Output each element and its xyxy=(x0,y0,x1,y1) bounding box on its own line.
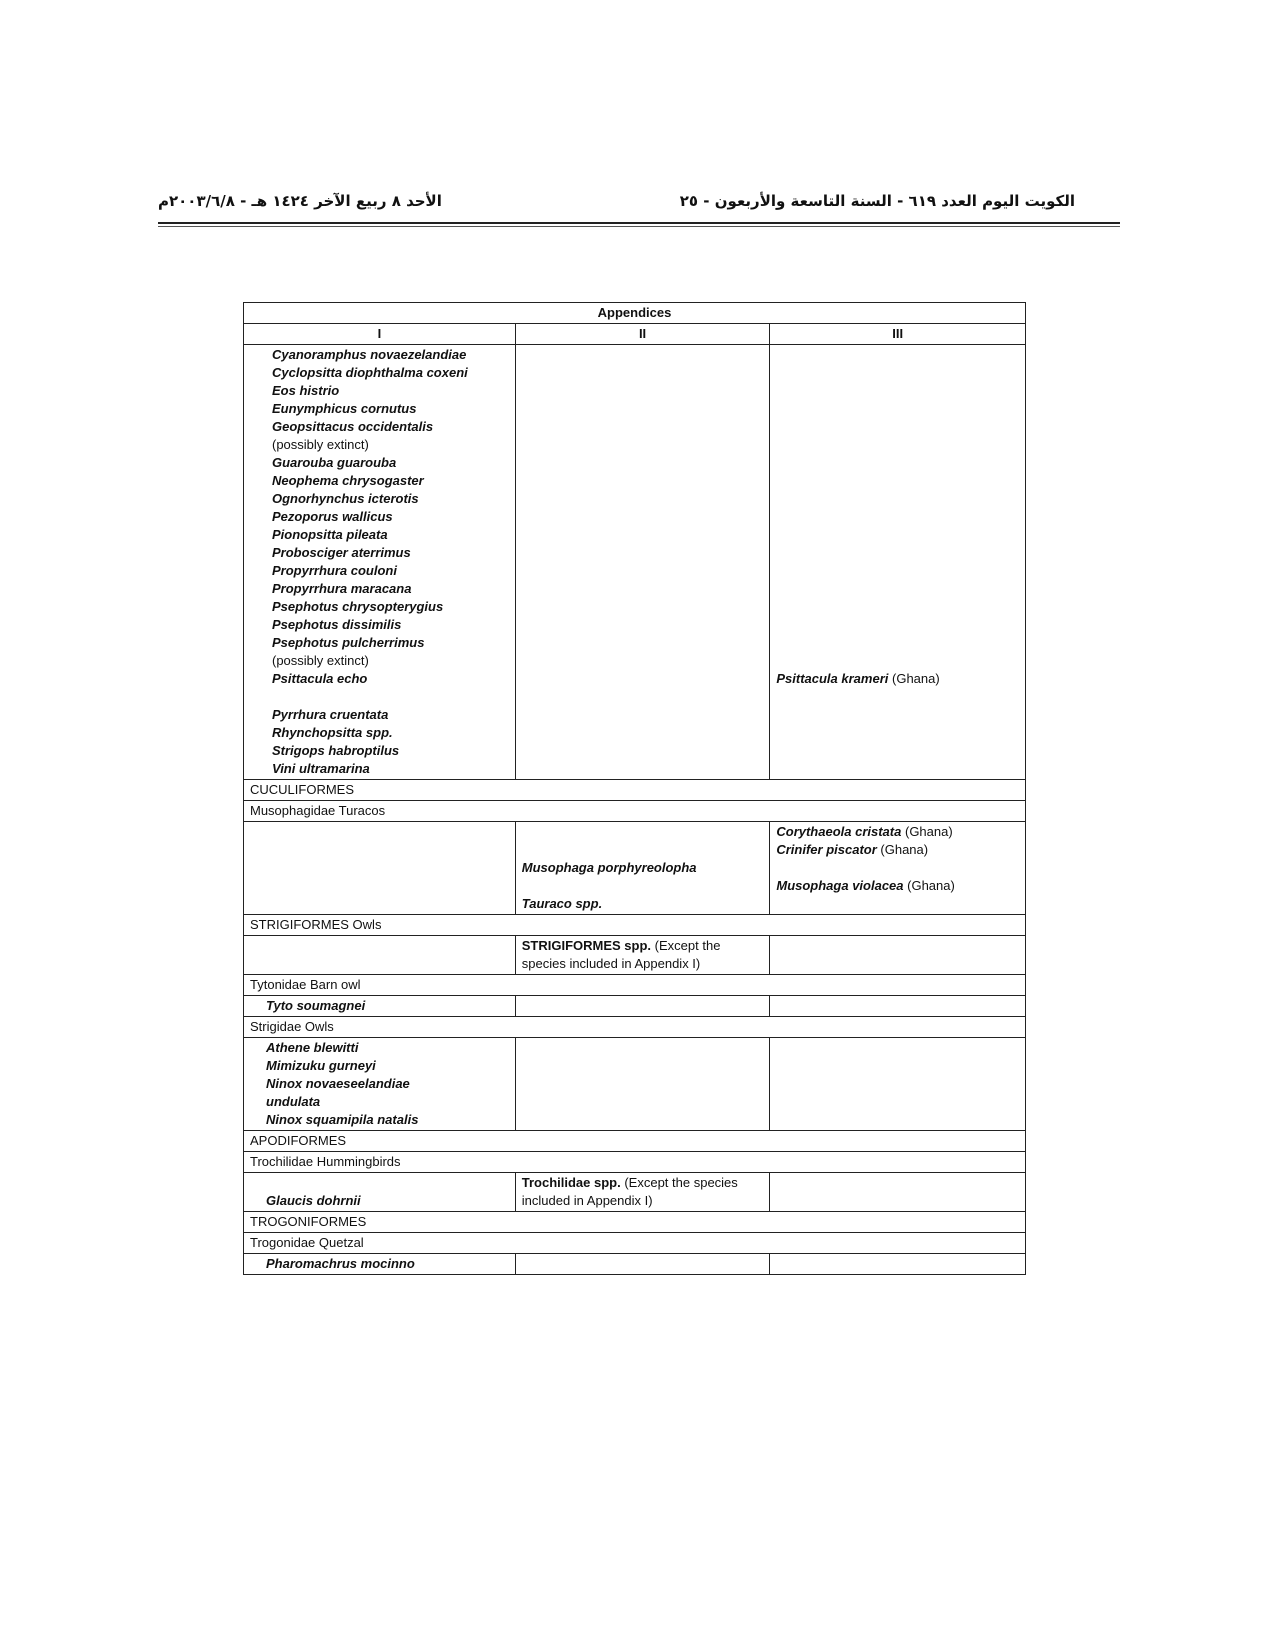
species-name: Glaucis dohrnii xyxy=(266,1193,361,1208)
table-title: Appendices xyxy=(244,303,1026,324)
species-name: Mimizuku gurneyi xyxy=(266,1058,376,1073)
strigidae-appendix-2-cell xyxy=(515,1038,770,1131)
species-name: Musophaga violacea xyxy=(776,878,904,893)
spacer xyxy=(522,877,764,895)
col-label-appendix-1: I xyxy=(244,324,516,345)
turaco-appendix-1-cell xyxy=(244,822,516,915)
header-publication-info: الكويت اليوم العدد ٦١٩ - السنة التاسعة والأربعون - ٢٥ xyxy=(679,192,1075,210)
parrots-appendix-1-cell xyxy=(244,345,516,780)
table-row xyxy=(244,1038,1026,1131)
species-name: Psittacula krameri xyxy=(776,671,889,686)
species-name: Propyrrhura couloni xyxy=(272,563,397,578)
family-heading: Strigidae Owls xyxy=(244,1017,1026,1038)
owls-appendix-1-cell xyxy=(244,936,516,975)
order-heading: APODIFORMES xyxy=(244,1131,1026,1152)
spacer xyxy=(522,841,764,859)
owls-appendix-3-cell xyxy=(770,936,1026,975)
possibly-extinct-note: (possibly extinct) xyxy=(272,437,369,452)
spacer xyxy=(272,688,509,706)
column-labels-row xyxy=(244,324,1026,345)
table-row xyxy=(244,801,1026,822)
quetzal-appendix-1-cell xyxy=(244,1254,516,1275)
species-entry xyxy=(776,877,1019,895)
species-entry xyxy=(776,823,1019,841)
species-name: Eos histrio xyxy=(272,383,340,398)
table-row xyxy=(244,1233,1026,1254)
species-name: Propyrrhura maracana xyxy=(272,581,412,596)
family-heading: Musophagidae Turacos xyxy=(244,801,1026,822)
quetzal-appendix-3-cell xyxy=(770,1254,1026,1275)
species-name: Psittacula echo xyxy=(272,671,368,686)
species-name: Psephotus chrysopterygius xyxy=(272,599,444,614)
table-row xyxy=(244,996,1026,1017)
species-entry xyxy=(776,670,1019,688)
table-row xyxy=(244,780,1026,801)
table-row xyxy=(244,915,1026,936)
hummingbird-appendix-2-cell xyxy=(515,1173,770,1212)
order-heading: STRIGIFORMES Owls xyxy=(244,915,1026,936)
barn-owl-appendix-1-cell xyxy=(244,996,516,1017)
species-name: Crinifer piscator xyxy=(776,842,877,857)
table-row xyxy=(244,936,1026,975)
species-name: Geopsittacus occidentalis xyxy=(272,419,434,434)
species-name: Neophema chrysogaster xyxy=(272,473,424,488)
owls-appendix-2-cell xyxy=(515,936,770,975)
table-row xyxy=(244,345,1026,780)
table-row xyxy=(244,1152,1026,1173)
order-heading: TROGONIFORMES xyxy=(244,1212,1026,1233)
turaco-appendix-2-cell xyxy=(515,822,770,915)
species-name: Ninox novaeseelandiae undulata xyxy=(266,1076,410,1109)
parrots-appendix-2-cell xyxy=(515,345,770,780)
hummingbird-appendix-1-cell xyxy=(244,1173,516,1212)
exception-note: (Except the species included in Appendix I) xyxy=(521,938,721,971)
table-row xyxy=(244,1173,1026,1212)
family-heading: Trogonidae Quetzal xyxy=(244,1233,1026,1254)
species-name: Athene blewitti xyxy=(266,1040,359,1055)
species-name: Pyrrhura cruentata xyxy=(272,707,389,722)
taxon-name: Trochilidae spp. xyxy=(521,1175,621,1190)
taxon-name: STRIGIFORMES spp. xyxy=(521,938,652,953)
species-name: Musophaga porphyreolopha xyxy=(521,860,697,875)
country-note: (Ghana) xyxy=(880,842,929,857)
strigidae-appendix-1-cell xyxy=(244,1038,516,1131)
table-row xyxy=(244,1254,1026,1275)
species-name: Tyto soumagnei xyxy=(266,998,366,1013)
col-label-appendix-3: III xyxy=(770,324,1026,345)
table-row xyxy=(244,1212,1026,1233)
species-name: Pionopsitta pileata xyxy=(272,527,388,542)
turaco-appendix-3-cell xyxy=(770,822,1026,915)
barn-owl-appendix-3-cell xyxy=(770,996,1026,1017)
country-note: (Ghana) xyxy=(892,671,940,686)
spacer xyxy=(776,346,1019,670)
species-entry xyxy=(776,841,1019,859)
species-name: Tauraco spp. xyxy=(521,896,603,911)
strigidae-appendix-3-cell xyxy=(770,1038,1026,1131)
header-rule-thin xyxy=(158,226,1120,227)
species-name: Pezoporus wallicus xyxy=(272,509,393,524)
species-name: Eunymphicus cornutus xyxy=(272,401,417,416)
table-row xyxy=(244,1017,1026,1038)
family-heading: Trochilidae Hummingbirds xyxy=(244,1152,1026,1173)
spacer xyxy=(776,859,1019,877)
spacer xyxy=(266,1174,509,1192)
country-note: (Ghana) xyxy=(904,824,953,839)
family-heading: Tytonidae Barn owl xyxy=(244,975,1026,996)
species-name: Psephotus dissimilis xyxy=(272,617,402,632)
header-date: الأحد ٨ ربيع الآخر ١٤٢٤ هـ - ٢٠٠٣/٦/٨م xyxy=(158,192,442,210)
species-name: Rhynchopsitta spp. xyxy=(272,725,393,740)
species-name: Probosciger aterrimus xyxy=(272,545,411,560)
order-heading: CUCULIFORMES xyxy=(244,780,1026,801)
exception-note: (Except the species included in Appendix I) xyxy=(521,1175,738,1208)
species-name: Corythaeola cristata xyxy=(776,824,902,839)
species-name: Strigops habroptilus xyxy=(272,743,400,758)
spacer xyxy=(522,823,764,841)
species-name: Cyanoramphus novaezelandiae xyxy=(272,347,467,362)
quetzal-appendix-2-cell xyxy=(515,1254,770,1275)
header-rule xyxy=(158,222,1120,224)
species-name: Ognorhynchus icterotis xyxy=(272,491,419,506)
table-title-row xyxy=(244,303,1026,324)
parrots-appendix-3-cell xyxy=(770,345,1026,780)
country-note: (Ghana) xyxy=(907,878,955,893)
table-row xyxy=(244,822,1026,915)
hummingbird-appendix-3-cell xyxy=(770,1173,1026,1212)
possibly-extinct-note: (possibly extinct) xyxy=(272,653,369,668)
species-name: Guarouba guarouba xyxy=(272,455,397,470)
species-name: Pharomachrus mocinno xyxy=(266,1256,415,1271)
col-label-appendix-2: II xyxy=(515,324,770,345)
barn-owl-appendix-2-cell xyxy=(515,996,770,1017)
species-name: Cyclopsitta diophthalma coxeni xyxy=(272,365,468,380)
species-name: Ninox squamipila natalis xyxy=(266,1112,419,1127)
appendices-table xyxy=(243,302,1026,1275)
table-row xyxy=(244,1131,1026,1152)
species-name: Psephotus pulcherrimus xyxy=(272,635,425,650)
species-name: Vini ultramarina xyxy=(272,761,370,776)
table-row xyxy=(244,975,1026,996)
